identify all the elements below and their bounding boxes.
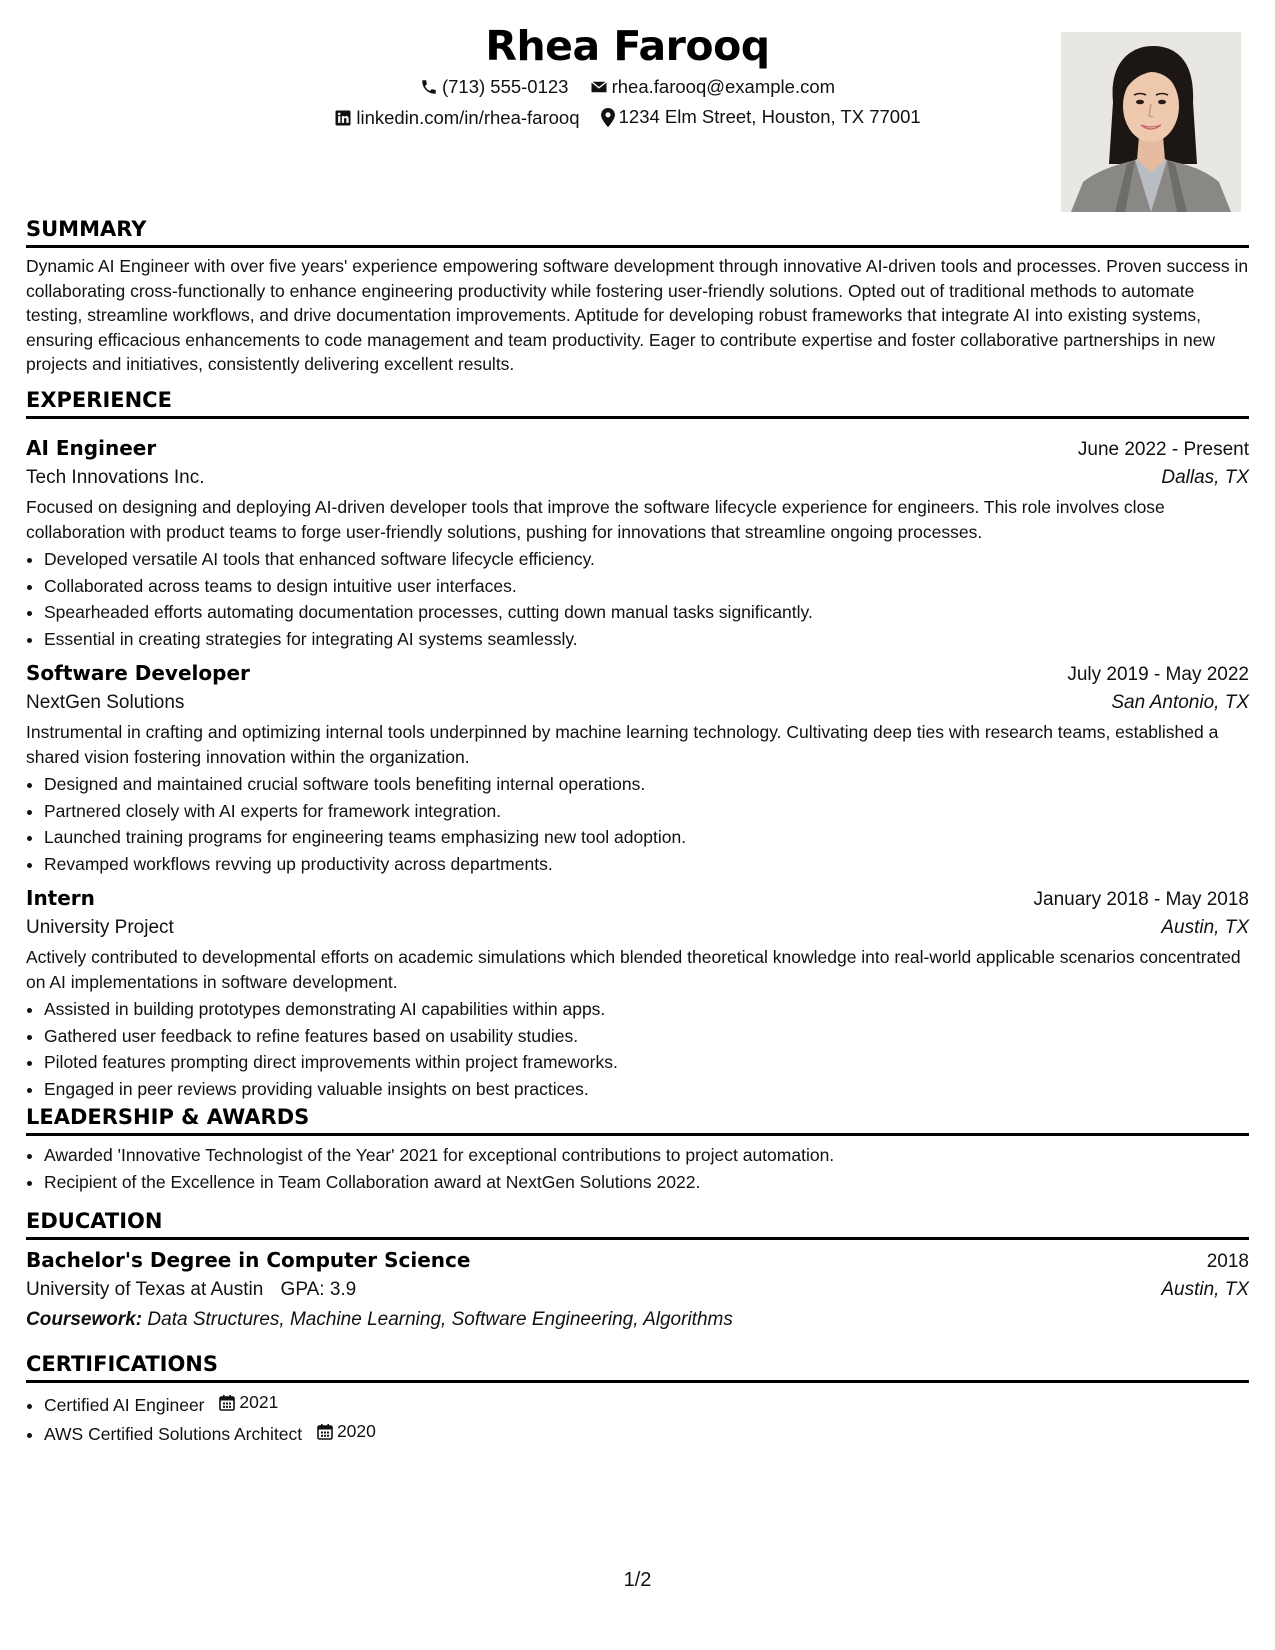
job-location: Dallas, TX: [1161, 467, 1249, 488]
gpa: GPA: 3.9: [280, 1279, 357, 1300]
certification-item: [44, 1389, 1249, 1418]
calendar-icon: [317, 1423, 333, 1440]
job-title: Software Developer: [26, 661, 250, 685]
certifications-list: [26, 1389, 1249, 1448]
award-item: • Recipient of the Excellence in Team Collaboration award at NextGen Solutions 2022.: [44, 1169, 1249, 1196]
summary-heading: SUMMARY: [26, 217, 1249, 248]
linkedin-text[interactable]: linkedin.com/in/rhea-farooq: [356, 106, 580, 128]
email-text[interactable]: rhea.farooq@example.com: [611, 76, 836, 97]
bullet-item: • Assisted in building prototypes demonstrating AI capabilities within apps.: [44, 996, 1249, 1023]
certification-year: 2020: [336, 1421, 376, 1442]
certification-name: AWS Certified Solutions Architect: [44, 1424, 303, 1444]
job-dates: July 2019 - May 2022: [1067, 664, 1249, 685]
job-entry: [26, 436, 1249, 652]
job-title: Intern: [26, 886, 95, 910]
job-entry: [26, 661, 1249, 877]
email-item[interactable]: [590, 76, 835, 98]
education-section: [26, 1209, 1249, 1331]
leadership-heading: LEADERSHIP & AWARDS: [26, 1105, 1249, 1136]
job-dates: June 2022 - Present: [1077, 439, 1249, 460]
bullet-item: • Spearheaded efforts automating documentation processes, cutting down manual tasks significantly.: [44, 599, 1249, 626]
bullet-item: • Piloted features prompting direct improvements within project frameworks.: [44, 1049, 1249, 1076]
linkedin-icon: [334, 109, 352, 127]
candidate-name: Rhea Farooq: [485, 22, 770, 70]
linkedin-item[interactable]: [334, 107, 579, 129]
job-description: Instrumental in crafting and optimizing internal tools underpinned by machine learning technology. Cultivating deep ties with research teams, established a shared vision fostering innovation within the organization.: [26, 722, 1219, 767]
job-location: San Antonio, TX: [1111, 692, 1249, 713]
certification-year: 2021: [239, 1392, 279, 1412]
job-dates: January 2018 - May 2018: [1033, 889, 1249, 910]
leadership-section: [26, 1105, 1249, 1195]
job-bullets: [26, 546, 1249, 652]
summary-text: Dynamic AI Engineer with over five years' experience empowering software development through innovative AI-driven tools and processes. Proven success in collaborating cross-functionally to enhance engineering productivity while fostering user-friendly solutions. Opted out of traditional methods to automate testing, streamline workflows, and drive documentation improvements. Aptitude for developing robust frameworks that integrate AI into existing systems, ensuring efficacious enhancements to code management and team productivity. Eager to contribute expertise and foster collaborative partnerships in new projects and initiatives, consistently delivering excellent results.: [26, 256, 1249, 374]
job-company: NextGen Solutions: [26, 692, 185, 713]
phone-icon: [420, 78, 438, 96]
certification-date: [219, 1389, 278, 1416]
coursework: [26, 1309, 1249, 1331]
certifications-section: [26, 1352, 1249, 1448]
certification-item: [44, 1418, 1249, 1447]
degree-title: Bachelor's Degree in Computer Science: [26, 1248, 471, 1272]
job-description: Actively contributed to developmental efforts on academic simulations which blended theoretical knowledge into real-world applicable scenarios concentrated on AI implementations in software development.: [26, 947, 1241, 992]
job-company: University Project: [26, 917, 174, 938]
portrait-image: [1061, 32, 1241, 212]
certification-name: Certified AI Engineer: [44, 1394, 205, 1415]
phone-item: [420, 76, 569, 98]
phone-text: (713) 555-0123: [441, 76, 569, 97]
address-text: 1234 Elm Street, Houston, TX 77001: [618, 106, 921, 127]
job-bullets: [26, 996, 1249, 1102]
certification-date: [317, 1418, 376, 1445]
map-pin-icon: [601, 108, 615, 127]
bullet-item: • Launched training programs for engineering teams emphasizing new tool adoption.: [44, 824, 1249, 851]
coursework-label: Coursework:: [26, 1309, 143, 1330]
bullet-item: • Designed and maintained crucial software tools benefiting internal operations.: [44, 771, 1249, 798]
bullet-item: • Collaborated across teams to design intuitive user interfaces.: [44, 573, 1249, 600]
leadership-list: [26, 1142, 1249, 1195]
summary-section: [26, 217, 1249, 377]
job-entry: [26, 886, 1249, 1102]
calendar-icon: [219, 1394, 235, 1411]
bullet-item: • Partnered closely with AI experts for framework integration.: [44, 798, 1249, 825]
job-location: Austin, TX: [1161, 917, 1249, 938]
job-description: Focused on designing and deploying AI-driven developer tools that improve the software lifecycle experience for engineers. This role involves close collaboration with product teams to forge user-friendly solutions, pushing for innovations that streamline ongoing processes.: [26, 497, 1165, 542]
job-bullets: [26, 771, 1249, 877]
graduation-year: 2018: [1206, 1251, 1249, 1272]
bullet-item: • Gathered user feedback to refine features based on usability studies.: [44, 1023, 1249, 1050]
bullet-item: • Developed versatile AI tools that enhanced software lifecycle efficiency.: [44, 546, 1249, 573]
school-name: University of Texas at Austin: [26, 1279, 264, 1300]
page-number: 1/2: [623, 1569, 652, 1591]
profile-photo: [1061, 32, 1241, 212]
coursework-list: Data Structures, Machine Learning, Software Engineering, Algorithms: [147, 1309, 733, 1330]
job-title: AI Engineer: [26, 436, 157, 460]
bullet-item: • Essential in creating strategies for integrating AI systems seamlessly.: [44, 626, 1249, 653]
address-item: [601, 106, 921, 128]
job-company: Tech Innovations Inc.: [26, 467, 205, 488]
education-heading: EDUCATION: [26, 1209, 1249, 1240]
school-location: Austin, TX: [1161, 1279, 1249, 1300]
bullet-item: • Revamped workflows revving up productivity across departments.: [44, 851, 1249, 878]
certifications-heading: CERTIFICATIONS: [26, 1352, 1249, 1383]
school-line: [26, 1279, 356, 1301]
experience-heading: EXPERIENCE: [26, 388, 1249, 419]
award-item: • Awarded 'Innovative Technologist of the Year' 2021 for exceptional contributions to project automation.: [44, 1142, 1249, 1169]
bullet-item: • Engaged in peer reviews providing valuable insights on best practices.: [44, 1076, 1249, 1103]
envelope-icon: [590, 78, 608, 96]
experience-section: [26, 388, 1249, 419]
